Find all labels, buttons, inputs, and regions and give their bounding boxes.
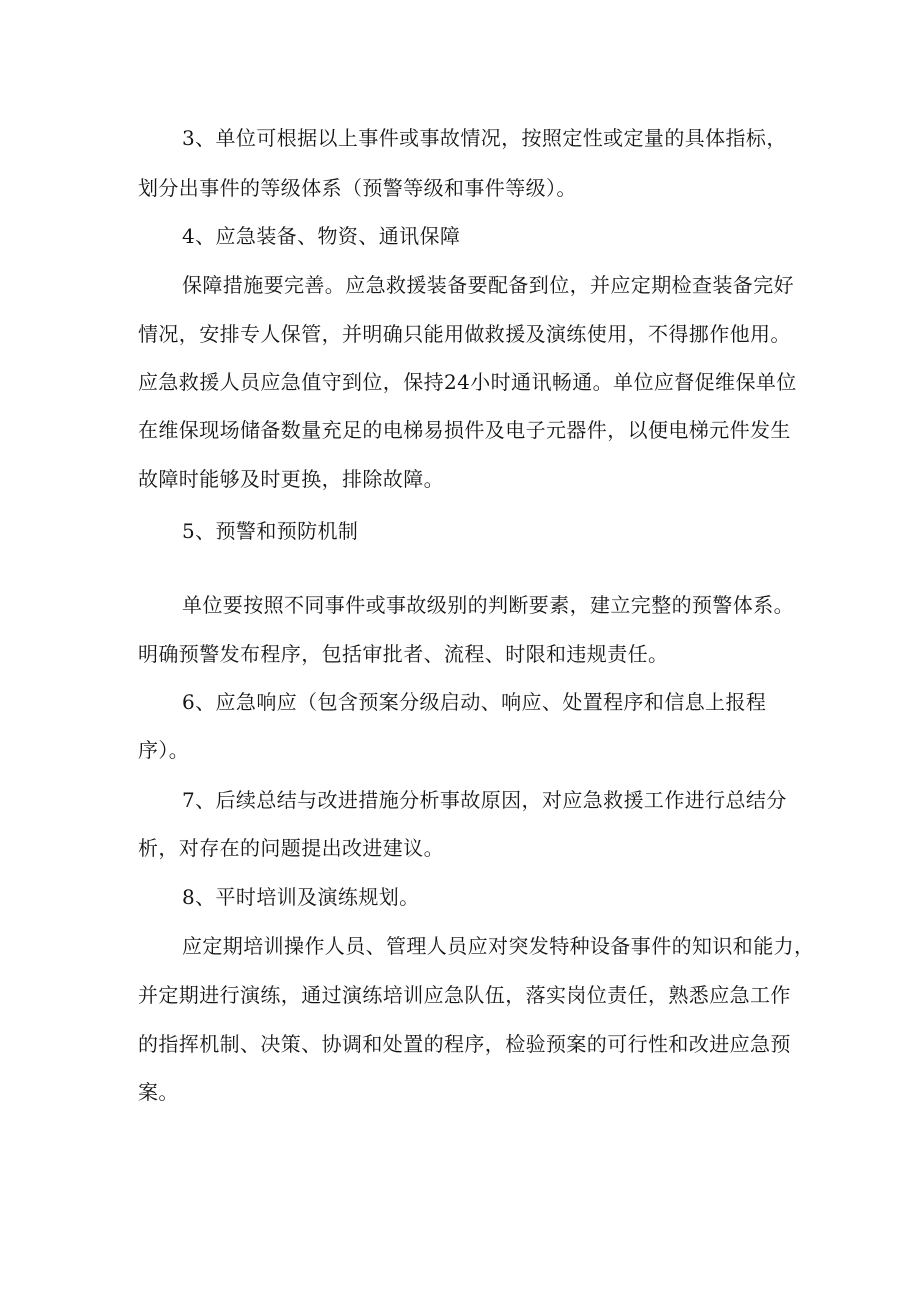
section-heading: 5、预警和预防机制 xyxy=(182,519,359,543)
text-line: 并定期进行演练，通过演练培训应急队伍，落实岗位责任，熟悉应急工作 xyxy=(138,983,791,1007)
text-line: 案。 xyxy=(138,1080,179,1104)
section-heading: 4、应急装备、物资、通讯保障 xyxy=(182,224,461,248)
text-line: 划分出事件的等级体系（预警等级和事件等级）。 xyxy=(138,176,577,200)
text-line: 的指挥机制、决策、协调和处置的程序，检验预案的可行性和改进应急预 xyxy=(138,1032,791,1056)
text-line: 明确预警发布程序，包括审批者、流程、时限和违规责任。 xyxy=(138,642,669,666)
text-line: 故障时能够及时更换，排除故障。 xyxy=(138,467,444,491)
text-line: 7、后续总结与改进措施分析事故原因，对应急救援工作进行总结分 xyxy=(182,788,787,812)
text-line: 3、单位可根据以上事件或事故情况，按照定性或定量的具体指标， xyxy=(182,126,787,150)
text-line: 应急救援人员应急值守到位，保持24小时通讯畅通。单位应督促维保单位 xyxy=(138,370,797,394)
text-line: 保障措施要完善。应急救援装备要配备到位，并应定期检查装备完好 xyxy=(182,273,794,297)
text-line: 情况，安排专人保管，并明确只能用做救援及演练使用，不得挪作他用。 xyxy=(138,322,791,346)
section-heading: 8、平时培训及演练规划。 xyxy=(182,885,420,909)
text-line: 析，对存在的问题提出改进建议。 xyxy=(138,836,444,860)
text-line: 在维保现场储备数量充足的电梯易损件及电子元器件，以便电梯元件发生 xyxy=(138,418,791,442)
text-line: 序）。 xyxy=(138,738,190,762)
text-line: 单位要按照不同事件或事故级别的判断要素，建立完整的预警体系。 xyxy=(182,593,794,617)
text-line: 应定期培训操作人员、管理人员应对突发特种设备事件的知识和能力， xyxy=(182,934,815,958)
text-line: 6、应急响应（包含预案分级启动、响应、处置程序和信息上报程 xyxy=(182,690,767,714)
